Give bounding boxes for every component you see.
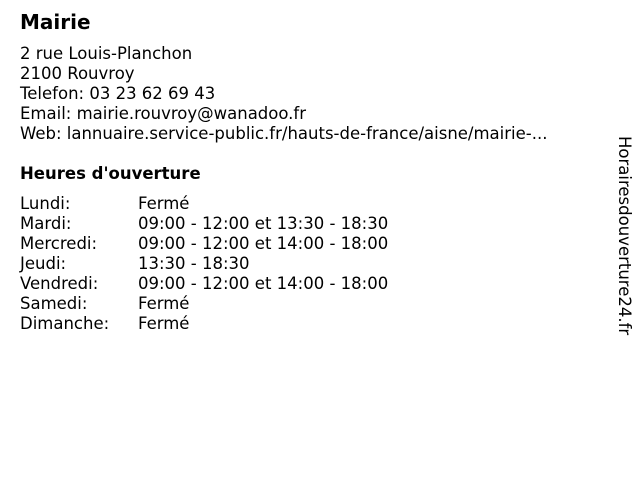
street-address: 2 rue Louis-Planchon: [20, 44, 193, 63]
hours-row-friday: [20, 274, 440, 294]
day-label: Samedi:: [20, 294, 88, 313]
hours-row-sunday: [20, 314, 440, 334]
day-label: Jeudi:: [20, 254, 67, 273]
hours-row-thursday: [20, 254, 440, 274]
address-block: [20, 44, 547, 144]
hours-row-monday: [20, 194, 440, 214]
hours-row-tuesday: [20, 214, 440, 234]
time-value: 13:30 - 18:30: [138, 254, 250, 273]
day-label: Mardi:: [20, 214, 72, 233]
email-address[interactable]: Email: mairie.rouvroy@wanadoo.fr: [20, 104, 307, 123]
day-label: Lundi:: [20, 194, 71, 213]
time-value: Fermé: [138, 314, 190, 333]
time-value: Fermé: [138, 294, 190, 313]
hours-row-wednesday: [20, 234, 440, 254]
opening-hours-table: [20, 194, 440, 334]
opening-hours-heading: Heures d'ouverture: [20, 164, 201, 183]
time-value: Fermé: [138, 194, 190, 213]
city-address: 2100 Rouvroy: [20, 64, 135, 83]
time-value: 09:00 - 12:00 et 14:00 - 18:00: [138, 234, 389, 253]
day-label: Dimanche:: [20, 314, 110, 333]
time-value: 09:00 - 12:00 et 14:00 - 18:00: [138, 274, 389, 293]
phone-number[interactable]: Telefon: 03 23 62 69 43: [20, 84, 216, 103]
website-link[interactable]: Web: lannuaire.service-public.fr/hauts-de-france/aisne/mairie-...: [20, 124, 548, 143]
day-label: Vendredi:: [20, 274, 99, 293]
time-value: 09:00 - 12:00 et 13:30 - 18:30: [138, 214, 389, 233]
hours-row-saturday: [20, 294, 440, 314]
source-credit: Horairesdouverture24.fr: [615, 136, 634, 336]
page-title: Mairie: [20, 10, 91, 34]
day-label: Mercredi:: [20, 234, 98, 253]
